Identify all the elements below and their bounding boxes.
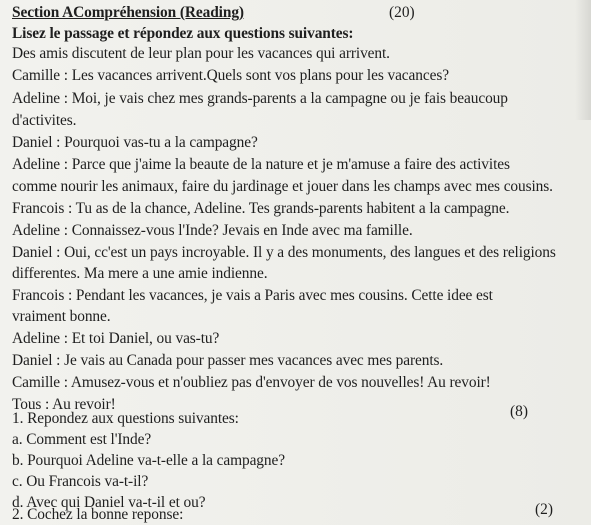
passage-line: differentes. Ma mere a une amie indienne.: [12, 265, 268, 282]
instruction: Lisez le passage et répondez aux questions suivantes:: [12, 25, 354, 42]
passage-line: Des amis discutent de leur plan pour les vacances qui arrivent.: [12, 45, 390, 62]
question-item: c. Ou Francois va-t-il?: [12, 473, 149, 490]
passage-line: Daniel : Pourquoi vas-tu a la campagne?: [12, 134, 258, 151]
section-marks: (20): [389, 4, 415, 21]
passage-line: Camille : Les vacances arrivent.Quels sont vos plans pour les vacances?: [12, 67, 449, 84]
question-item: a. Comment est l'Inde?: [12, 431, 152, 448]
passage-line: vraiment bonne.: [12, 308, 111, 325]
passage-line: Francois : Pendant les vacances, je vais a Paris avec mes cousins. Cette idee est: [12, 287, 493, 304]
passage-line: comme nourir les animaux, faire du jardinage et jouer dans les champs avec mes cousins.: [12, 178, 553, 195]
passage-line: Francois : Tu as de la chance, Adeline. Tes grands-parents habitent a la campagne.: [12, 200, 510, 217]
passage-line: Adeline : Et toi Daniel, ou vas-tu?: [12, 330, 220, 347]
page-edge-shadow: [575, 0, 591, 120]
question-2-marks: (2): [535, 501, 553, 518]
passage-line: Daniel : Je vais au Canada pour passer mes vacances avec mes parents.: [12, 352, 444, 369]
section-title: Section ACompréhension (Reading): [12, 4, 244, 21]
question-1-marks: (8): [510, 403, 528, 420]
question-item: d. Avec qui Daniel va-t-il et ou?: [12, 494, 206, 511]
passage-line: d'activites.: [12, 112, 77, 129]
passage-line: Adeline : Connaissez-vous l'Inde? Jevais en Inde avec ma famille.: [12, 222, 413, 239]
question-item: b. Pourquoi Adeline va-t-elle a la campagne?: [12, 452, 285, 469]
passage-line: Adeline : Parce que j'aime la beaute de la nature et je m'amuse a faire des activites: [12, 156, 510, 173]
question-1-label: 1. Repondez aux questions suivantes:: [12, 410, 239, 427]
question-2-label: 2. Cochez la bonne reponse:: [12, 506, 184, 523]
passage-line: Tous : Au revoir!: [12, 396, 116, 413]
passage-line: Adeline : Moi, je vais chez mes grands-parents a la campagne ou je fais beaucoup: [12, 90, 508, 107]
passage-line: Daniel : Oui, cc'est un pays incroyable. Il y a des monuments, des langues et des religions: [12, 244, 556, 261]
passage-line: Camille : Amusez-vous et n'oubliez pas d'envoyer de vos nouvelles! Au revoir!: [12, 374, 491, 391]
